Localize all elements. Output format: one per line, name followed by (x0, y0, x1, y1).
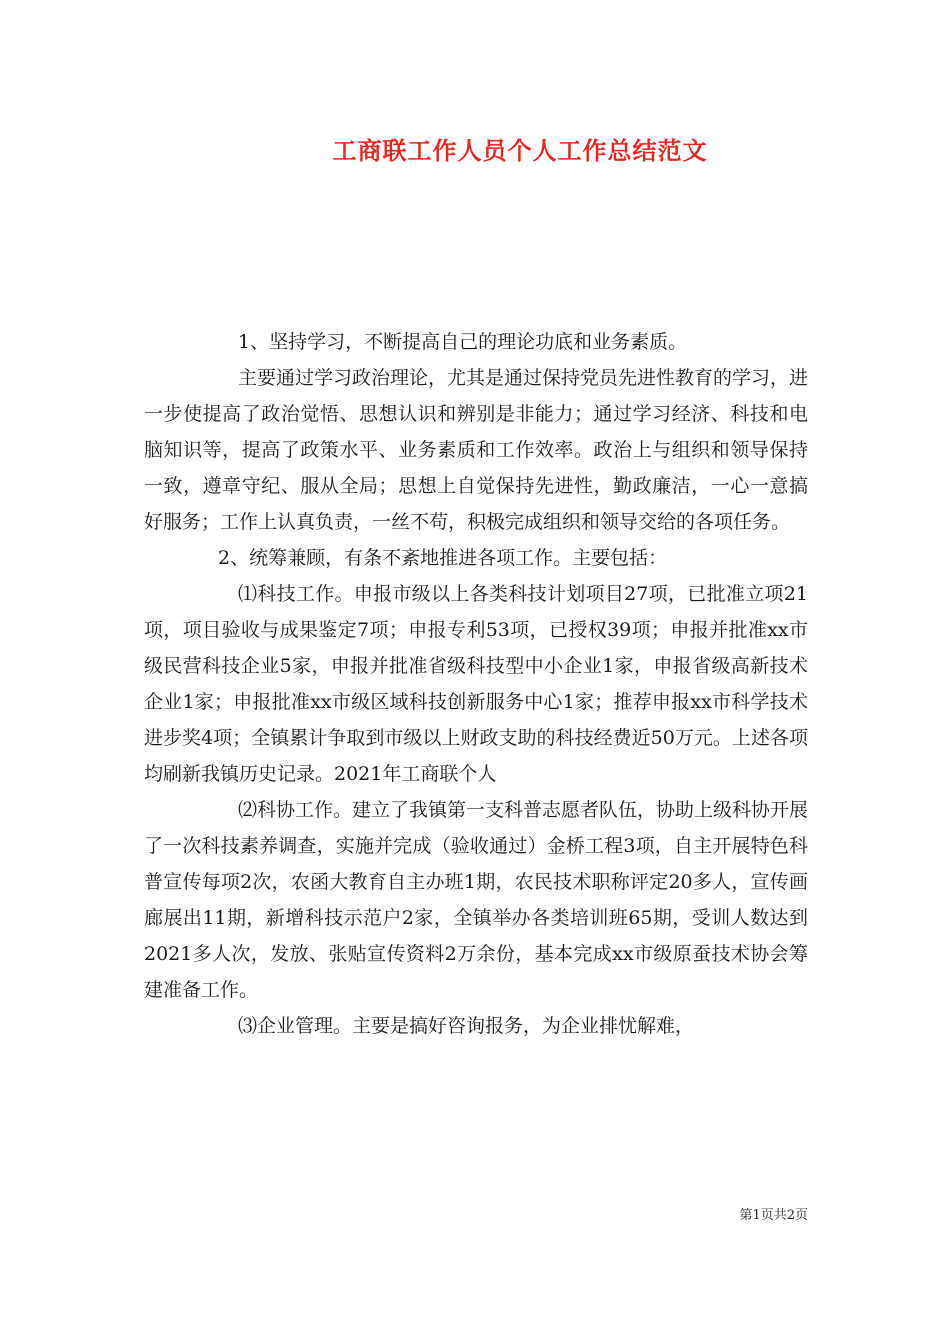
paragraph-science-association: ⑵科协工作。建立了我镇第一支科普志愿者队伍，协助上级科协开展了一次科技素养调查，实施并完成（验收通过）金桥工程3项，自主开展特色科普宣传每项2次，农函大教育自主办班1期，农民技术职称评定20多人，宣传画廊展出11期，新增科技示范户2家，全镇举办各类培训班65期，受训人数达到2021多人次，发放、张贴宣传资料2万余份，基本完成xx市级原蚕技术协会筹建准备工作。 (144, 799, 809, 1001)
paragraph-enterprise-management: ⑶企业管理。主要是搞好咨询报务，为企业排忧解难， (238, 1015, 695, 1037)
document-title: 工商联工作人员个人工作总结范文 (332, 136, 708, 165)
paragraph-study: 主要通过学习政治理论，尤其是通过保持党员先进性教育的学习，进一步使提高了政治觉悟、思想认识和辨别是非能力；通过学习经济、科技和电脑知识等，提高了政策水平、业务素质和工作效率。政治上与组织和领导保持一致，遵章守纪、服从全局；思想上自觉保持先进性，勤政廉洁，一心一意搞好服务；工作上认真负责，一丝不苟，积极完成组织和领导交给的各项任务。 (144, 367, 809, 533)
document-body (144, 324, 808, 1044)
section-heading-1: 1、坚持学习，不断提高自己的理论功底和业务素质。 (238, 331, 688, 353)
page-number: 第1页共2页 (739, 1208, 808, 1223)
paragraph-tech-work: ⑴科技工作。申报市级以上各类科技计划项目27项，已批准立项21项，项目验收与成果鉴定7项；申报专利53项，已授权39项；申报并批准xx市级民营科技企业5家，申报并批准省级科技型中小企业1家，申报省级高新技术企业1家；申报批准xx市级区域科技创新服务中心1家；推荐申报xx市科学技术进步奖4项；全镇累计争取到市级以上财政支助的科技经费近50万元。上述各项均刷新我镇历史记录。2021年工商联个人 (144, 583, 808, 785)
section-heading-2: 2、统筹兼顾，有条不紊地推进各项工作。主要包括： (218, 547, 668, 569)
